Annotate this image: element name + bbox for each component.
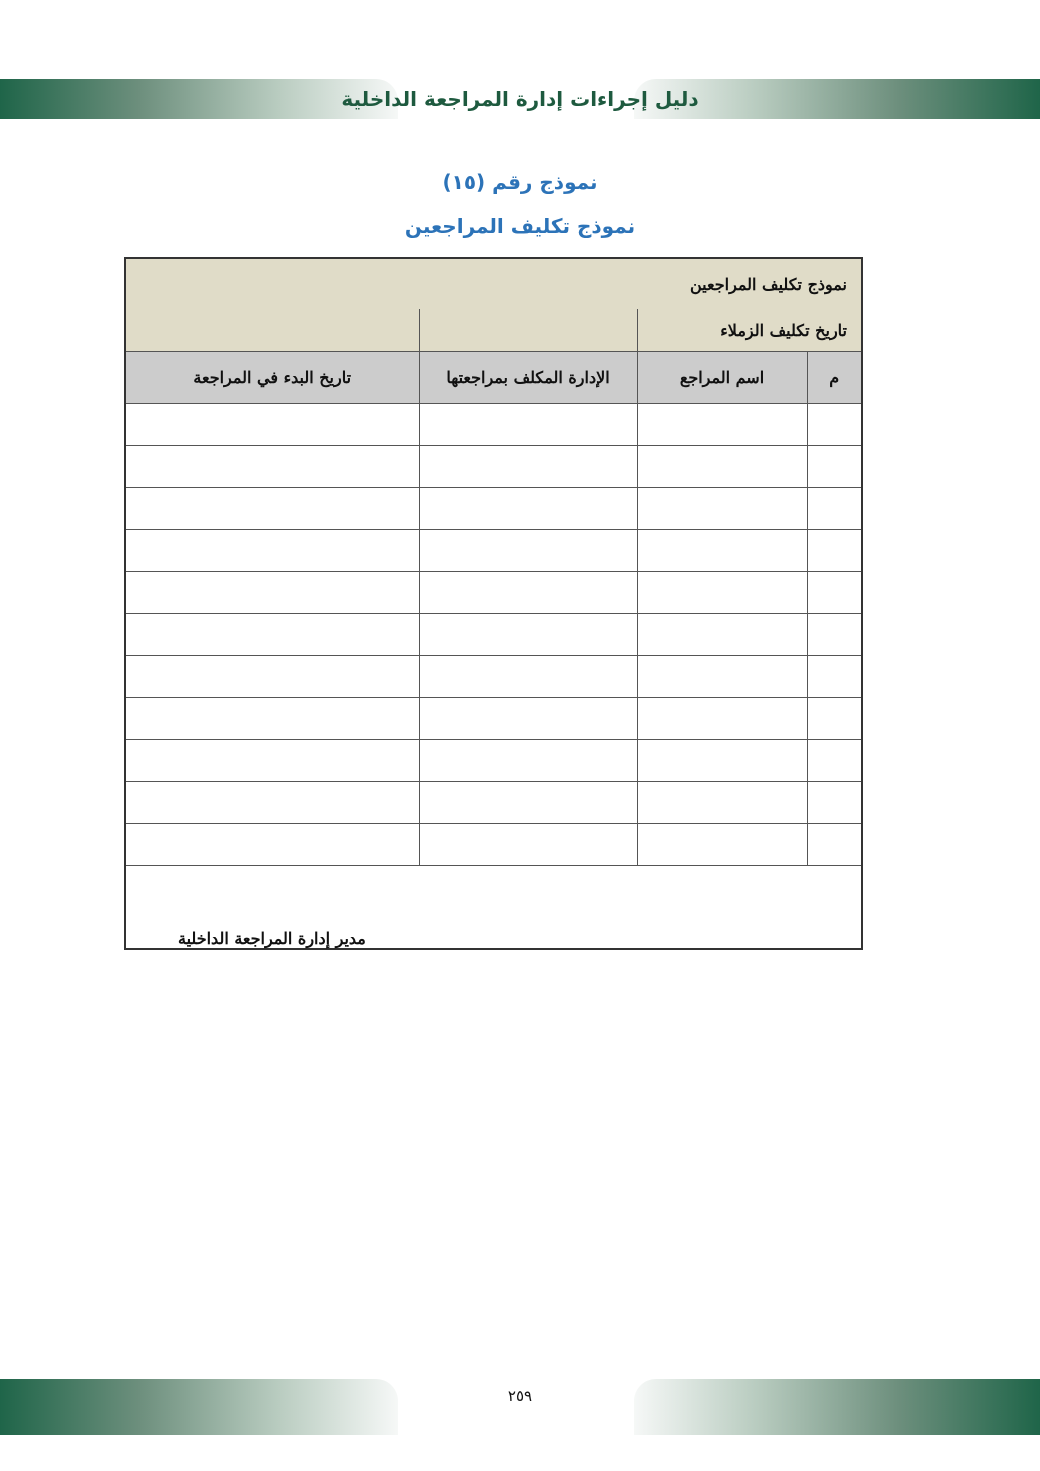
cell-department[interactable] <box>419 530 637 572</box>
table-row <box>125 572 862 614</box>
assignment-date-field-1[interactable] <box>419 309 637 352</box>
cell-number[interactable] <box>807 656 862 698</box>
cell-start-date[interactable] <box>125 488 419 530</box>
cell-start-date[interactable] <box>125 404 419 446</box>
page-number: ٢٥٩ <box>507 1387 533 1405</box>
table-row <box>125 656 862 698</box>
cell-start-date[interactable] <box>125 614 419 656</box>
cell-department[interactable] <box>419 446 637 488</box>
column-header-reviewer-name: اسم المراجع <box>637 352 807 404</box>
table-title-row <box>125 258 862 309</box>
column-header-start-date: تاريخ البدء في المراجعة <box>125 352 419 404</box>
cell-reviewer-name[interactable] <box>637 572 807 614</box>
cell-start-date[interactable] <box>125 656 419 698</box>
cell-reviewer-name[interactable] <box>637 656 807 698</box>
form-title: نموذج تكليف المراجعين <box>404 214 636 238</box>
assignment-date-label: تاريخ تكليف الزملاء <box>637 309 862 352</box>
cell-reviewer-name[interactable] <box>637 740 807 782</box>
cell-start-date[interactable] <box>125 782 419 824</box>
cell-start-date[interactable] <box>125 530 419 572</box>
form-number: نموذج رقم (١٥) <box>442 170 598 194</box>
cell-reviewer-name[interactable] <box>637 614 807 656</box>
cell-number[interactable] <box>807 530 862 572</box>
cell-start-date[interactable] <box>125 698 419 740</box>
table-row <box>125 446 862 488</box>
cell-number[interactable] <box>807 824 862 866</box>
cell-reviewer-name[interactable] <box>637 824 807 866</box>
table-row <box>125 782 862 824</box>
cell-department[interactable] <box>419 824 637 866</box>
header-band <box>0 79 1040 119</box>
cell-number[interactable] <box>807 740 862 782</box>
assignment-date-row <box>125 309 862 352</box>
assignment-date-field-2[interactable] <box>125 309 419 352</box>
signature-label: مدير إدارة المراجعة الداخلية <box>178 929 366 948</box>
table-row <box>125 488 862 530</box>
table-row <box>125 824 862 866</box>
table-row <box>125 404 862 446</box>
cell-department[interactable] <box>419 614 637 656</box>
cell-number[interactable] <box>807 488 862 530</box>
table-row <box>125 530 862 572</box>
cell-reviewer-name[interactable] <box>637 698 807 740</box>
table-row <box>125 698 862 740</box>
cell-number[interactable] <box>807 698 862 740</box>
cell-number[interactable] <box>807 404 862 446</box>
cell-reviewer-name[interactable] <box>637 488 807 530</box>
cell-reviewer-name[interactable] <box>637 404 807 446</box>
cell-number[interactable] <box>807 782 862 824</box>
cell-number[interactable] <box>807 446 862 488</box>
cell-reviewer-name[interactable] <box>637 530 807 572</box>
cell-department[interactable] <box>419 488 637 530</box>
reviewer-assignment-table <box>124 257 863 950</box>
cell-number[interactable] <box>807 614 862 656</box>
cell-department[interactable] <box>419 740 637 782</box>
cell-start-date[interactable] <box>125 824 419 866</box>
cell-number[interactable] <box>807 572 862 614</box>
cell-start-date[interactable] <box>125 572 419 614</box>
cell-department[interactable] <box>419 656 637 698</box>
column-header-number: م <box>807 352 862 404</box>
cell-start-date[interactable] <box>125 446 419 488</box>
column-header-row <box>125 352 862 404</box>
footer-band <box>0 1379 1040 1435</box>
signature-row <box>125 866 862 950</box>
cell-start-date[interactable] <box>125 740 419 782</box>
cell-reviewer-name[interactable] <box>637 782 807 824</box>
table-row <box>125 614 862 656</box>
column-header-department: الإدارة المكلف بمراجعتها <box>419 352 637 404</box>
table-row <box>125 740 862 782</box>
document-header-title: دليل إجراءات إدارة المراجعة الداخلية <box>341 87 699 111</box>
cell-department[interactable] <box>419 782 637 824</box>
cell-department[interactable] <box>419 404 637 446</box>
signature-cell <box>125 866 862 950</box>
cell-department[interactable] <box>419 572 637 614</box>
cell-department[interactable] <box>419 698 637 740</box>
table-title: نموذج تكليف المراجعين <box>125 258 862 309</box>
cell-reviewer-name[interactable] <box>637 446 807 488</box>
